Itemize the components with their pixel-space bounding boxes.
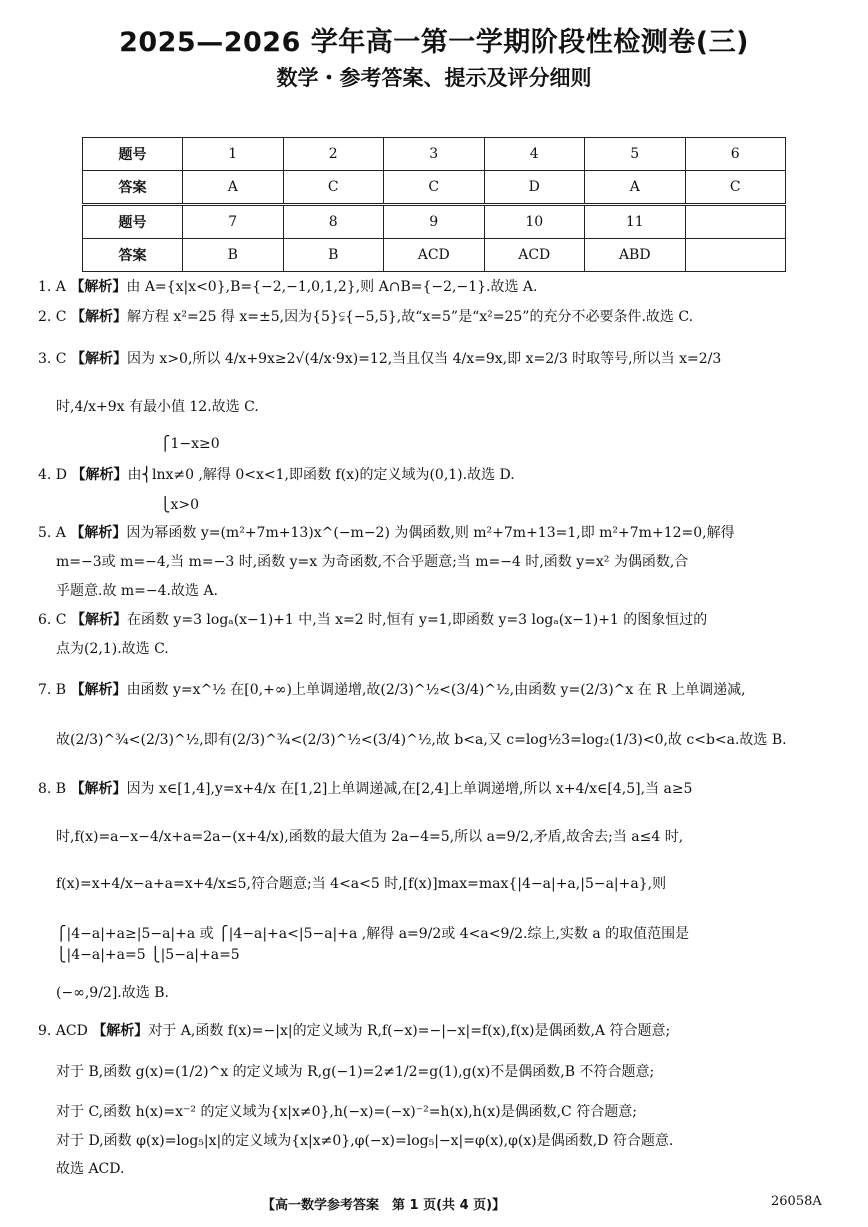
solution-text: 因为 x∈[1,4],y=x+4/x 在[1,2]上单调递减,在[2,4]上单调递增,所以 x+4/x∈[4,5],当 a≥5 bbox=[126, 781, 693, 797]
solution-text: 对于 A,函数 f(x)=−|x|的定义域为 R,f(−x)=−|−x|=f(x),f(x)是偶函数,A 符合题意; bbox=[148, 1023, 671, 1039]
answer-cell: C bbox=[283, 171, 384, 205]
solution-text: ⎩x>0 bbox=[160, 497, 200, 513]
answer-prefix: 7. B bbox=[38, 682, 67, 698]
answer-cell: A bbox=[585, 171, 686, 205]
solution-line bbox=[56, 1063, 654, 1081]
answer-prefix: 1. A bbox=[38, 279, 66, 295]
solution-text: 因为 x>0,所以 4/x+9x≥2√(4/x·9x)=12,当且仅当 4/x=9x,即 x=2/3 时取等号,所以当 x=2/3 bbox=[126, 351, 722, 367]
solution-line bbox=[56, 582, 218, 600]
solution-tag: 【解析】 bbox=[71, 467, 128, 483]
solution-text: 时,4/x+9x 有最小值 12.故选 C. bbox=[56, 399, 259, 415]
question-number: 11 bbox=[585, 205, 686, 239]
answer-cell: B bbox=[183, 239, 284, 272]
answer-table bbox=[82, 137, 786, 272]
question-number: 10 bbox=[484, 205, 585, 239]
solution-text: 在函数 y=3 logₐ(x−1)+1 中,当 x=2 时,恒有 y=1,即函数 y=3 logₐ(x−1)+1 的图象恒过的 bbox=[126, 612, 708, 628]
solution-text: 由函数 y=x^½ 在[0,+∞)上单调递增,故(2/3)^½<(3/4)^½,由函数 y=(2/3)^x 在 R 上单调递减, bbox=[126, 682, 746, 698]
solution-line bbox=[56, 553, 688, 571]
solution-text: 因为幂函数 y=(m²+7m+13)x^(−m−2) 为偶函数,则 m²+7m+13=1,即 m²+7m+12=0,解得 bbox=[126, 525, 735, 541]
answer-cell: A bbox=[183, 171, 284, 205]
solution-text: 点为(2,1).故选 C. bbox=[56, 641, 169, 657]
question-number: 5 bbox=[585, 138, 686, 171]
page-subtitle: 数学・参考答案、提示及评分细则 bbox=[276, 66, 592, 90]
solution-line bbox=[56, 640, 169, 658]
solution-text: (−∞,9/2].故选 B. bbox=[56, 985, 169, 1001]
answer-prefix: 4. D bbox=[38, 467, 68, 483]
page-footer: 【高一数学参考答案 第 1 页(共 4 页)】 bbox=[262, 1198, 506, 1213]
solution-text: 对于 C,函数 h(x)=x⁻² 的定义域为{x|x≠0},h(−x)=(−x)⁻²=h(x),h(x)是偶函数,C 符合题意; bbox=[56, 1104, 637, 1120]
solution-text: 由⎨lnx≠0 ,解得 0<x<1,即函数 f(x)的定义域为(0,1).故选 D. bbox=[127, 467, 515, 483]
solution-text: 对于 D,函数 φ(x)=log₅|x|的定义域为{x|x≠0},φ(−x)=log₅|−x|=φ(x),φ(x)是偶函数,D 符合题意. bbox=[56, 1133, 674, 1149]
solution-line bbox=[56, 731, 787, 749]
solution-line bbox=[56, 946, 240, 964]
answer-cell: C bbox=[685, 171, 786, 205]
solution-line bbox=[38, 350, 721, 368]
solution-line bbox=[56, 1103, 637, 1121]
question-number: 1 bbox=[183, 138, 284, 171]
answer-prefix: 2. C bbox=[38, 309, 67, 325]
table-row bbox=[83, 138, 786, 171]
solution-line bbox=[160, 435, 220, 453]
answer-prefix: 5. A bbox=[38, 525, 66, 541]
solution-tag: 【解析】 bbox=[70, 781, 127, 797]
solution-line bbox=[38, 524, 735, 542]
solution-line bbox=[56, 828, 683, 846]
answer-prefix: 8. B bbox=[38, 781, 67, 797]
answer-cell: C bbox=[384, 171, 485, 205]
answer-prefix: 9. ACD bbox=[38, 1023, 88, 1039]
answer-prefix: 6. C bbox=[38, 612, 67, 628]
solution-line bbox=[38, 466, 515, 484]
table-row bbox=[83, 171, 786, 205]
solution-line bbox=[38, 1022, 670, 1040]
solution-line bbox=[56, 398, 259, 416]
question-number: 2 bbox=[283, 138, 384, 171]
question-number: 9 bbox=[384, 205, 485, 239]
solution-text: ⎧|4−a|+a≥|5−a|+a 或 ⎧|4−a|+a<|5−a|+a ,解得 a=9/2或 4<a<9/2.综上,实数 a 的取值范围是 bbox=[56, 926, 690, 942]
question-number bbox=[685, 205, 786, 239]
solution-line bbox=[38, 278, 537, 296]
answer-cell: ABD bbox=[585, 239, 686, 272]
solution-text: 由 A={x|x<0},B={−2,−1,0,1,2},则 A∩B={−2,−1}.故选 A. bbox=[126, 279, 538, 295]
solution-line bbox=[56, 925, 689, 943]
solution-line bbox=[56, 875, 666, 893]
answer-cell: B bbox=[283, 239, 384, 272]
document-code: 26058A bbox=[771, 1194, 822, 1209]
question-number: 3 bbox=[384, 138, 485, 171]
answer-cell: ACD bbox=[384, 239, 485, 272]
answer-cell bbox=[685, 239, 786, 272]
solution-line bbox=[56, 984, 169, 1002]
solution-text: 故选 ACD. bbox=[56, 1161, 125, 1177]
solution-tag: 【解析】 bbox=[70, 525, 127, 541]
solution-line bbox=[56, 1132, 673, 1150]
solution-line bbox=[38, 780, 692, 798]
solution-text: ⎧1−x≥0 bbox=[160, 436, 220, 452]
solution-tag: 【解析】 bbox=[70, 279, 127, 295]
row-label-number: 题号 bbox=[83, 138, 183, 171]
solution-tag: 【解析】 bbox=[70, 309, 127, 325]
answer-prefix: 3. C bbox=[38, 351, 67, 367]
solution-text: 对于 B,函数 g(x)=(1/2)^x 的定义域为 R,g(−1)=2≠1/2=g(1),g(x)不是偶函数,B 不符合题意; bbox=[56, 1064, 655, 1080]
solution-line bbox=[160, 496, 199, 514]
table-row bbox=[83, 205, 786, 239]
answer-cell: D bbox=[484, 171, 585, 205]
solution-line bbox=[38, 308, 693, 326]
solution-text: 乎题意.故 m=−4.故选 A. bbox=[56, 583, 219, 599]
row-label-answer: 答案 bbox=[83, 239, 183, 272]
solution-text: 解方程 x²=25 得 x=±5,因为{5}⫋{−5,5},故“x=5”是“x²=25”的充分不必要条件.故选 C. bbox=[126, 309, 694, 325]
solution-tag: 【解析】 bbox=[70, 351, 127, 367]
page-title: 2025—2026 学年高一第一学期阶段性检测卷(三) bbox=[119, 27, 749, 58]
row-label-number: 题号 bbox=[83, 205, 183, 239]
question-number: 4 bbox=[484, 138, 585, 171]
solution-line bbox=[38, 681, 746, 699]
solution-text: 故(2/3)^¾<(2/3)^½,即有(2/3)^¾<(2/3)^½<(3/4)^½,故 b<a,又 c=log½3=log₂(1/3)<0,故 c<b<a.故选 B. bbox=[56, 732, 787, 748]
solution-tag: 【解析】 bbox=[70, 612, 127, 628]
question-number: 7 bbox=[183, 205, 284, 239]
answer-cell: ACD bbox=[484, 239, 585, 272]
solution-line bbox=[38, 611, 707, 629]
solution-tag: 【解析】 bbox=[70, 682, 127, 698]
row-label-answer: 答案 bbox=[83, 171, 183, 205]
question-number: 8 bbox=[283, 205, 384, 239]
solution-line bbox=[56, 1160, 124, 1178]
table-row bbox=[83, 239, 786, 272]
solution-text: f(x)=x+4/x−a+a=x+4/x≤5,符合题意;当 4<a<5 时,[f(x)]max=max{|4−a|+a,|5−a|+a},则 bbox=[56, 876, 667, 892]
solution-text: 时,f(x)=a−x−4/x+a=2a−(x+4/x),函数的最大值为 2a−4=5,所以 a=9/2,矛盾,故舍去;当 a≤4 时, bbox=[56, 829, 684, 845]
solution-text: ⎩|4−a|+a=5 ⎩|5−a|+a=5 bbox=[56, 947, 240, 963]
question-number: 6 bbox=[685, 138, 786, 171]
solution-text: m=−3或 m=−4,当 m=−3 时,函数 y=x 为奇函数,不合乎题意;当 m=−4 时,函数 y=x² 为偶函数,合 bbox=[56, 554, 689, 570]
solution-tag: 【解析】 bbox=[92, 1023, 149, 1039]
